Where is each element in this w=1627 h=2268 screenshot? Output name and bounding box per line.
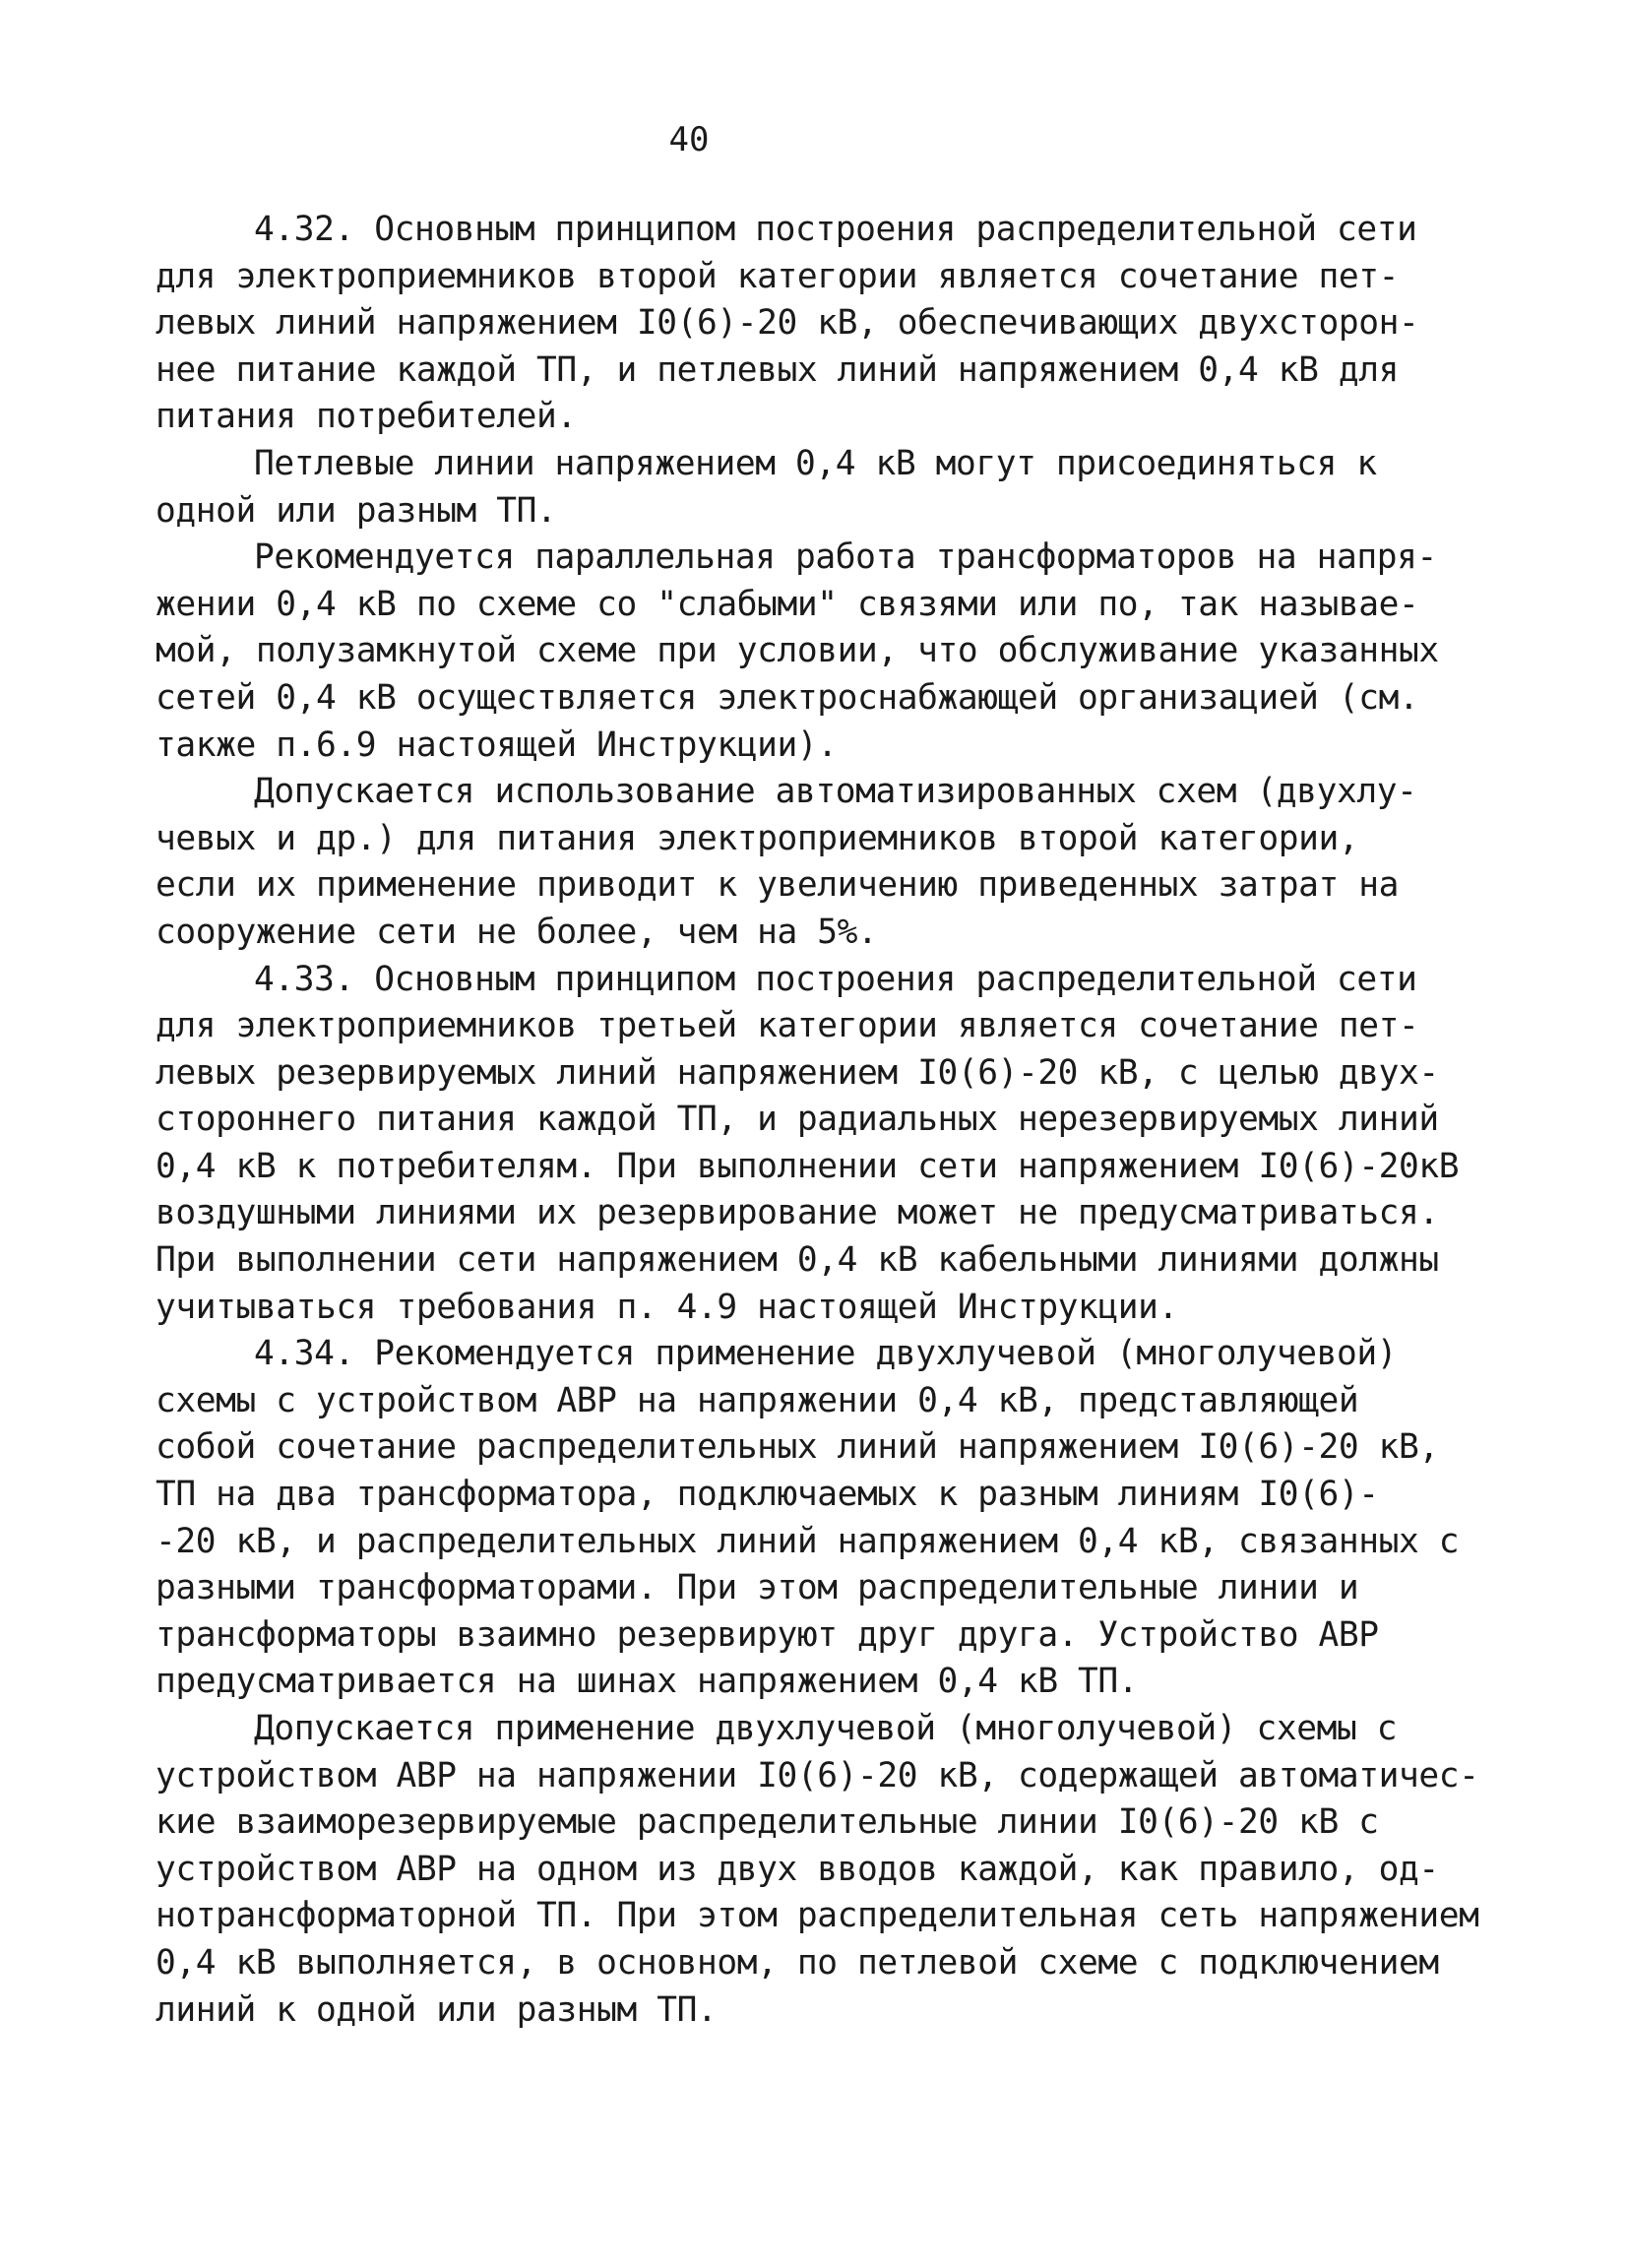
text-line: кие взаиморезервируемые распределительные линии I0(6)-20 кВ с — [156, 1802, 1379, 1843]
text-line: левых линий напряжением I0(6)-20 кВ, обеспечивающих двухсторон- — [156, 303, 1419, 344]
text-line: трансформаторы взаимно резервируют друг друга. Устройство АВР — [156, 1614, 1379, 1655]
text-line: линий к одной или разным ТП. — [156, 1989, 718, 2030]
text-line: воздушными линиями их резервирование может не предусматриваться. — [156, 1193, 1439, 1233]
text-line: также п.6.9 настоящей Инструкции). — [156, 724, 838, 765]
text-line: Допускается использование автоматизированных схем (двухлу- — [254, 772, 1417, 812]
text-line: Петлевые линии напряжением 0,4 кВ могут присоединяться к — [254, 443, 1377, 483]
text-line: одной или разным ТП. — [156, 490, 557, 531]
text-line: 4.34. Рекомендуется применение двухлучевой (многолучевой) — [254, 1334, 1398, 1374]
text-line: собой сочетание распределительных линий напряжением I0(6)-20 кВ, — [156, 1427, 1439, 1468]
text-line: питания потребителей. — [156, 397, 577, 437]
text-line: нее питание каждой ТП, и петлевых линий напряжением 0,4 кВ для — [156, 349, 1399, 390]
text-line: разными трансформаторами. При этом распределительные линии и — [156, 1568, 1359, 1608]
text-line: сетей 0,4 кВ осуществляется электроснабжающей организацией (см. — [156, 677, 1419, 718]
text-line: устройством АВР на одном из двух вводов каждой, как правило, од- — [156, 1849, 1439, 1889]
text-line: учитываться требования п. 4.9 настоящей Инструкции. — [156, 1287, 1178, 1327]
text-line: Допускается применение двухлучевой (многолучевой) схемы с — [254, 1709, 1398, 1748]
text-line: предусматривается на шинах напряжением 0,4 кВ ТП. — [156, 1662, 1139, 1702]
text-line: При выполнении сети напряжением 0,4 кВ кабельными линиями должны — [156, 1240, 1439, 1281]
text-line: стороннего питания каждой ТП, и радиальных нерезервируемых линий — [156, 1100, 1439, 1140]
text-line: 0,4 кВ выполняется, в основном, по петлевой схеме с подключением — [156, 1942, 1439, 1983]
text-line: Рекомендуется параллельная работа трансформаторов на напря- — [254, 537, 1437, 578]
text-line: -20 кВ, и распределительных линий напряжением 0,4 кВ, связанных с — [156, 1521, 1460, 1561]
text-line: если их применение приводит к увеличению приведенных затрат на — [156, 865, 1399, 906]
text-line: 4.33. Основным принципом построения распределительной сети — [254, 959, 1417, 999]
page-number: 40 — [668, 120, 710, 159]
text-line: 0,4 кВ к потребителям. При выполнении сети напряжением I0(6)-20кВ — [156, 1146, 1460, 1186]
text-line: мой, полузамкнутой схеме при условии, что обслуживание указанных — [156, 631, 1439, 671]
text-line: сооружение сети не более, чем на 5%. — [156, 912, 878, 952]
text-line: жении 0,4 кВ по схеме со "слабыми" связями или по, так называе- — [156, 584, 1419, 624]
text-line: ТП на два трансформатора, подключаемых к разным линиям I0(6)- — [156, 1475, 1379, 1515]
text-line: устройством АВР на напряжении I0(6)-20 кВ, содержащей автоматичес- — [156, 1755, 1479, 1796]
text-line: для электроприемников второй категории является сочетание пет- — [156, 256, 1399, 296]
document-body — [156, 207, 1479, 2034]
text-line: левых резервируемых линий напряжением I0(6)-20 кВ, с целью двух- — [156, 1052, 1439, 1093]
text-line: нотрансформаторной ТП. При этом распределительная сеть напряжением — [156, 1896, 1479, 1936]
text-line: схемы с устройством АВР на напряжении 0,4 кВ, представляющей — [156, 1380, 1359, 1420]
text-line: чевых и др.) для питания электроприемников второй категории, — [156, 818, 1359, 858]
text-line: для электроприемников третьей категории является сочетание пет- — [156, 1006, 1419, 1046]
text-line: 4.32. Основным принципом построения распределительной сети — [254, 210, 1417, 249]
